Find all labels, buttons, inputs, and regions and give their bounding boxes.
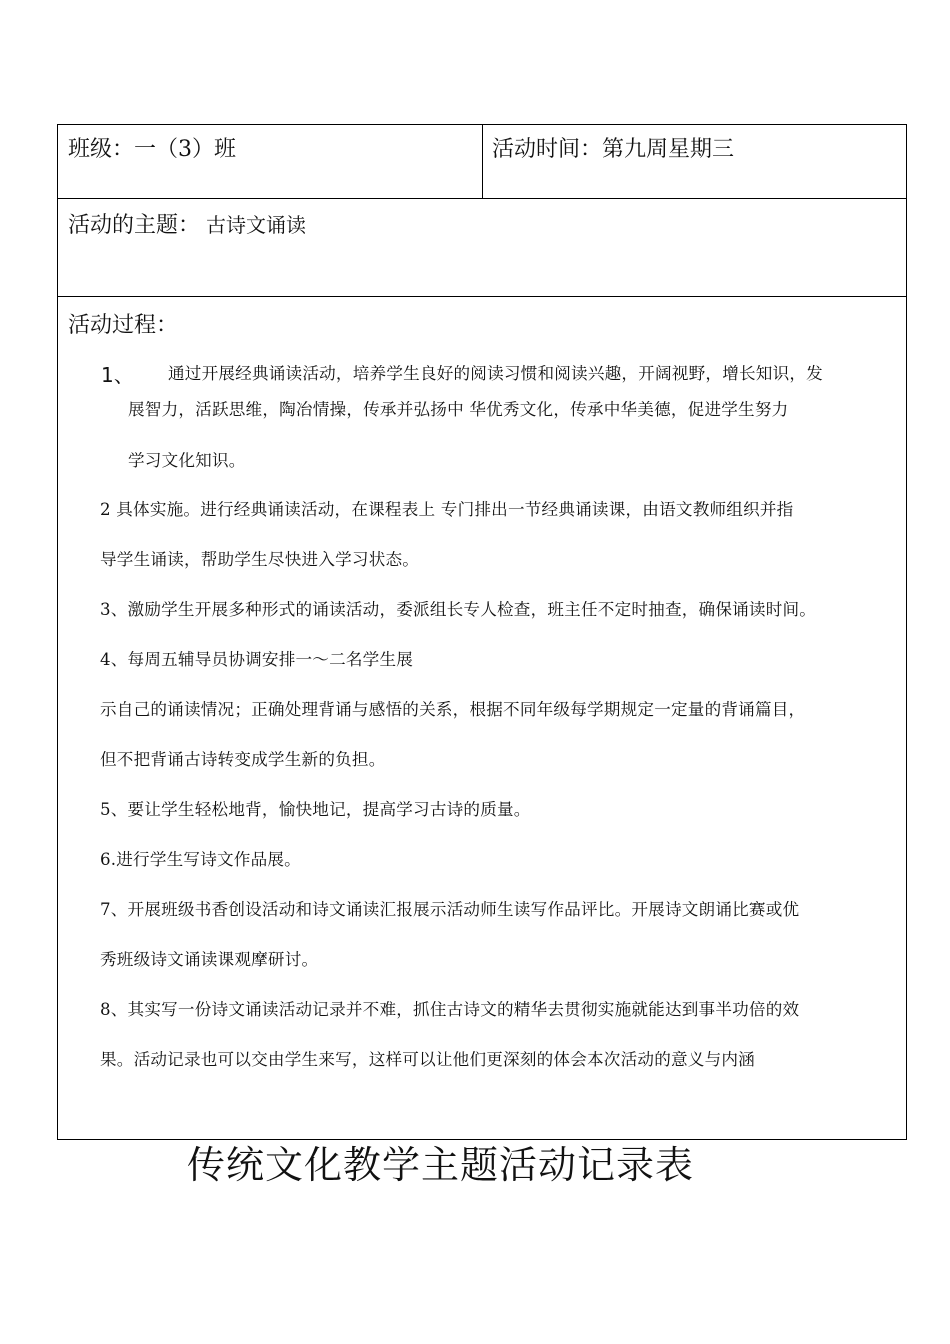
item2-line2: 导学生诵读，帮助学生尽快进入学习状态。 <box>100 550 420 569</box>
topic-cell <box>68 215 306 237</box>
class-value: 一（3）班 <box>134 137 237 162</box>
item3-line1: 3、激励学生开展多种形式的诵读活动，委派组长专人检查，班主任不定时抽查，确保诵读时间。 <box>100 600 817 619</box>
process-label: 活动过程： <box>68 313 179 338</box>
topic-value: 古诗文诵读 <box>206 213 307 237</box>
item8-line2: 果。活动记录也可以交由学生来写，这样可以让他们更深刻的体会本次活动的意义与内涵 <box>100 1050 755 1069</box>
item7-line1: 7、开展班级书香创设活动和诗文诵读汇报展示活动师生读写作品评比。开展诗文朗诵比赛或优 <box>100 900 800 919</box>
item5-line1: 5、要让学生轻松地背，愉快地记，提高学习古诗的质量。 <box>100 800 531 819</box>
item1-line3: 学习文化知识。 <box>128 451 246 470</box>
item6-line1: 6.进行学生写诗文作品展。 <box>100 850 301 869</box>
class-label: 班级： <box>68 137 135 162</box>
item1-line2: 展智力，活跃思维，陶冶情操，传承并弘扬中 华优秀文化，传承中华美德，促进学生努力 <box>128 400 789 419</box>
item7-line2: 秀班级诗文诵读课观摩研讨。 <box>100 950 319 969</box>
topic-label: 活动的主题： <box>68 213 201 238</box>
class-cell <box>68 139 236 161</box>
column-divider <box>482 125 483 199</box>
table-row-header <box>58 125 906 199</box>
item1-line1: 通过开展经典诵读活动，培养学生良好的阅读习惯和阅读兴趣，开阔视野，增长知识，发 <box>168 364 823 383</box>
document-title: 传统文化教学主题活动记录表 <box>187 1143 695 1187</box>
time-value: 第九周星期三 <box>602 137 735 162</box>
item4-line1: 4、每周五辅导员协调安排一～二名学生展 <box>100 650 414 669</box>
item2-line1: 2 具体实施。进行经典诵读活动，在课程表上 专门排出一节经典诵读课，由语文教师组织并指 <box>100 500 794 519</box>
item4-line2: 示自己的诵读情况；正确处理背诵与感悟的关系，根据不同年级每学期规定一定量的背诵篇目， <box>100 700 806 719</box>
time-label: 活动时间： <box>492 137 603 162</box>
item4-line3: 但不把背诵古诗转变成学生新的负担。 <box>100 750 386 769</box>
item1-number: 1、 <box>101 363 135 387</box>
activity-record-table <box>57 124 907 1140</box>
time-cell <box>492 139 734 161</box>
table-row-topic <box>58 199 906 297</box>
table-row-process <box>58 297 906 1139</box>
item8-line1: 8、其实写一份诗文诵读活动记录并不难，抓住古诗文的精华去贯彻实施就能达到事半功倍的效 <box>100 1000 800 1019</box>
